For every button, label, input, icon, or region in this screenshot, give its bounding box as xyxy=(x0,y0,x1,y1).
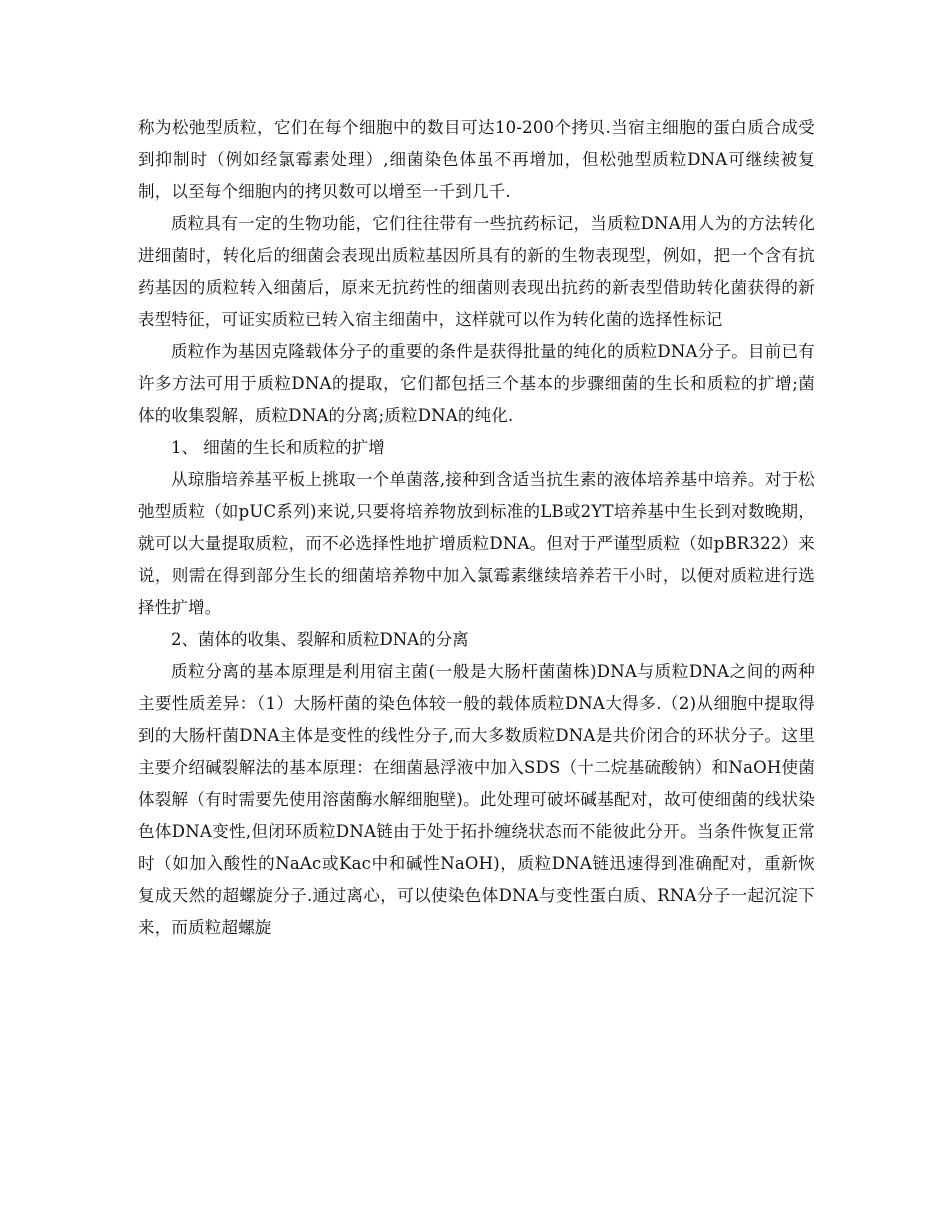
document-page xyxy=(138,112,815,944)
paragraph-separation: 质粒分离的基本原理是利用宿主菌(一般是大肠杆菌菌株)DNA与质粒DNA之间的两种主要性质差异：（1）大肠杆菌的染色体较一般的载体质粒DNA大得多.（2)从细胞中提取得到的大肠杆菌DNA主体是变性的线性分子,而大多数质粒DNA是共价闭合的环状分子。这里主要介绍碱裂解法的基本原理：在细菌悬浮液中加入SDS（十二烷基硫酸钠）和NaOH使菌体裂解（有时需要先使用溶菌酶水解细胞壁)。此处理可破坏碱基配对，故可使细菌的线状染色体DNA变性,但闭环质粒DNA链由于处于拓扑缠绕状态而不能彼此分开。当条件恢复正常时（如加入酸性的NaAc或Kac中和碱性NaOH)，质粒DNA链迅速得到准确配对，重新恢复成天然的超螺旋分子.通过离心，可以使染色体DNA与变性蛋白质、RNA分子一起沉淀下来，而质粒超螺旋 xyxy=(138,662,815,937)
paragraph-plasmid-extraction: 质粒作为基因克隆载体分子的重要的条件是获得批量的纯化的质粒DNA分子。目前已有许多方法可用于质粒DNA的提取，它们都包括三个基本的步骤细菌的生长和质粒的扩增;菌体的收集裂解，质粒DNA的分离;质粒DNA的纯化. xyxy=(138,342,815,425)
section-heading-separation: 2、菌体的收集、裂解和质粒DNA的分离 xyxy=(171,630,469,649)
paragraph-relaxed-plasmid: 称为松弛型质粒，它们在每个细胞中的数目可达10-200个拷贝.当宿主细胞的蛋白质合成受到抑制时（例如经氯霉素处理）,细菌染色体虽不再增加，但松弛型质粒DNA可继续被复制，以至每个细胞内的拷贝数可以增至一千到几千. xyxy=(138,118,815,201)
section-heading-growth: 1、 细菌的生长和质粒的扩增 xyxy=(171,438,385,457)
paragraph-growth: 从琼脂培养基平板上挑取一个单菌落,接种到含适当抗生素的液体培养基中培养。对于松弛型质粒（如pUC系列)来说,只要将培养物放到标准的LB或2YT培养基中生长到对数晚期，就可以大量提取质粒，而不必选择性地扩增质粒DNA。但对于严谨型质粒（如pBR322）来说，则需在得到部分生长的细菌培养物中加入氯霉素继续培养若干小时，以便对质粒进行选择性扩增。 xyxy=(138,470,815,617)
paragraph-plasmid-function: 质粒具有一定的生物功能，它们往往带有一些抗药标记，当质粒DNA用人为的方法转化进细菌时，转化后的细菌会表现出质粒基因所具有的新的生物表现型，例如，把一个含有抗药基因的质粒转入细菌后，原来无抗药性的细菌则表现出抗药的新表型借助转化菌获得的新表型特征，可证实质粒已转入宿主细菌中，这样就可以作为转化菌的选择性标记 xyxy=(138,214,815,329)
